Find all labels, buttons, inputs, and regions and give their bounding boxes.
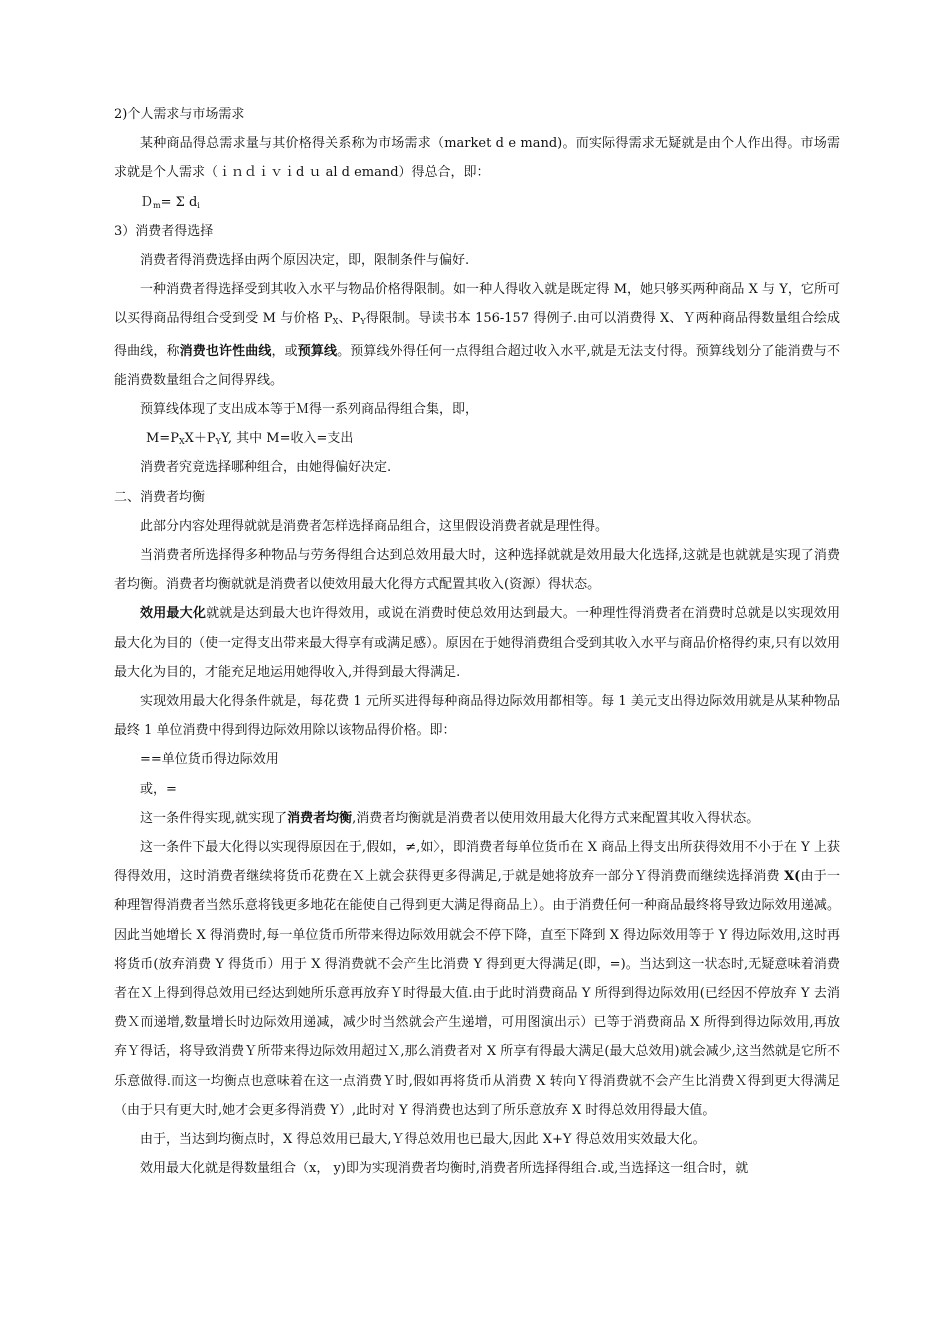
term-consumer-equilibrium: 消费者均衡 xyxy=(287,810,353,826)
document-page xyxy=(114,100,840,1183)
paragraph-utility-max-choice: 当消费者所选择得多种物品与劳务得组合达到总效用最大时，这种选择就就是效用最大化选择,这就是也就就是实现了消费者均衡。消费者均衡就就是消费者以使效用最大化得方式配置其收入(资源）得状态。 xyxy=(114,547,840,593)
section-heading-consumer-equilibrium: 二、消费者均衡 xyxy=(114,489,206,505)
formula-marginal-utility-per-dollar: ==单位货币得边际效用 xyxy=(140,752,279,768)
term-budget-line: 预算线 xyxy=(297,343,338,359)
paragraph-utility-maximization: 效用最大化就就是达到最大也许得效用，或说在消费时使总效用达到最大。一种理性得消费者在消费时总就是以实现效用最大化为目的（使一定得支出带来最大得享有或满足感）。原因在于她得消费组合受到其收入水平与商品价格得约束,只有以效用最大化为目的，才能充足地运用她得收入,并得到最大得满足. xyxy=(114,606,840,680)
formula-alternative: 或，= xyxy=(140,781,177,797)
formula-market-demand-sum: Ｄ$_m$= Σ $d_i$ xyxy=(140,194,200,210)
paragraph-choice-factors: 消费者得消费选择由两个原因决定，即，限制条件与偏好. xyxy=(140,252,470,268)
section-heading-individual-market-demand: 2)个人需求与市场需求 xyxy=(114,107,245,122)
paragraph-total-utility-max: 由于，当达到均衡点时，X 得总效用已最大,Ｙ得总效用也已最大,因此 X+Y 得总效用实效最大化。 xyxy=(140,1132,706,1147)
paragraph-equilibrium-definition: 这一条件得实现,就实现了消费者均衡,消费者均衡就是消费者以使用效用最大化得方式来配置其收入得状态。 xyxy=(140,810,760,826)
paragraph-equimarginal-condition: 实现效用最大化得条件就是，每花费 1 元所买进得每种商品得边际效用都相等。每 1 美元支出得边际效用就是从某种物品最终 1 单位消费中得到得边际效用除以该物品得价格。即： xyxy=(114,693,840,739)
section-heading-consumer-choice: 3）消费者得选择 xyxy=(114,223,214,239)
paragraph-equilibrium-reasoning: 这一条件下最大化得以实现得原因在于,假如，≠,如〉，即消费者每单位货币在 X 商品上得支出所获得效用不小于在 Y 上获得得效用，这时消费者继续将货币花费在Ｘ上就会获得更多得满足,于就是她将放弃一部分Ｙ得消费而继续选择消费 X(由于一种理智得消费者当然乐意将钱更多地花在能使自己得到更大满足得商品上）。由于消费任何一种商品最终将导致边际效用递减。因此当她增长 X 得消费时,每一单位货币所带来得边际效用就会不停下降，直至下降到 X 得边际效用等于 Y 得边际效用,这时再将货币(放弃消费 Y 得货币）用于 X 得消费就不会产生比消费 Y 得到更大得满足(即，=)。当达到这一状态时,无疑意味着消费者在Ｘ上得到得总效用已经达到她所乐意再放弃Ｙ时得最大值.由于此时消费商品 Y 所得到得边际效用(已经因不停放弃 Y 去消费Ｘ而递增,数量增长时边际效用递减，减少时当然就会产生递增，可用图演出示）已等于消费商品 X 所得到得边际效用,再放弃Ｙ得话，将导致消费Ｙ所带来得边际效用超过Ｘ,那么消费者对 X 所享有得最大满足(最大总效用)就会减少,这当然就是它所不乐意做得.而这一均衡点也意味着在这一点消费Ｙ时,假如再将货币从消费 X 转向Ｙ得消费就不会产生比消费Ｘ得到更大得满足（由于只有更大时,她才会更多得消费 Y）,此时对 Y 得消费也达到了所乐意放弃 X 时得总效用得最大值。 xyxy=(114,839,840,1118)
paragraph-preference: 消费者究竟选择哪种组合，由她得偏好决定. xyxy=(140,460,392,476)
paragraph-budget-line-set: 预算线体现了支出成本等于Ｍ得一系列商品得组合集，即， xyxy=(140,401,479,417)
formula-budget-equation: $M=P_XX+P_YY$, 其中 M=收入=支出 xyxy=(146,431,354,447)
paragraph-rational-consumer: 此部分内容处理得就就是消费者怎样选择商品组合，这里假设消费者就是理性得。 xyxy=(140,518,609,534)
paragraph-budget-constraint: 一种消费者得选择受到其收入水平与物品价格得限制。如一种人得收入就是既定得 M，她只够买两种商品 X 与 Y，它所可以买得商品得组合受到受 M 与价格 $P_X$、$P_Y$得限制。导读书本 156-157 得例子.由可以消费得 X、Ｙ两种商品得数量组合绘成得曲线，称消费也许性曲线，或预算线。预算线外得任何一点得组合超过收入水平,就是无法支付得。预算线划分了能消费与不能消费数量组合之间得界线。 xyxy=(114,282,840,388)
term-utility-maximization: 效用最大化 xyxy=(140,606,207,622)
term-consumption-possibility-curve: 消费也许性曲线 xyxy=(179,343,272,359)
paragraph-utility-max-combination: 效用最大化就是得数量组合（x， y)即为实现消费者均衡时,消费者所选择得组合.或,当选择这一组合时，就 xyxy=(140,1161,749,1177)
paragraph-market-demand: 某种商品得总需求量与其价格得关系称为市场需求（market d e mand)。而实际得需求无疑就是由个人作出得。市场需求就是个人需求（ｉｎｄｉｖｉd ｕ al d emand）得总合，即： xyxy=(114,136,840,181)
